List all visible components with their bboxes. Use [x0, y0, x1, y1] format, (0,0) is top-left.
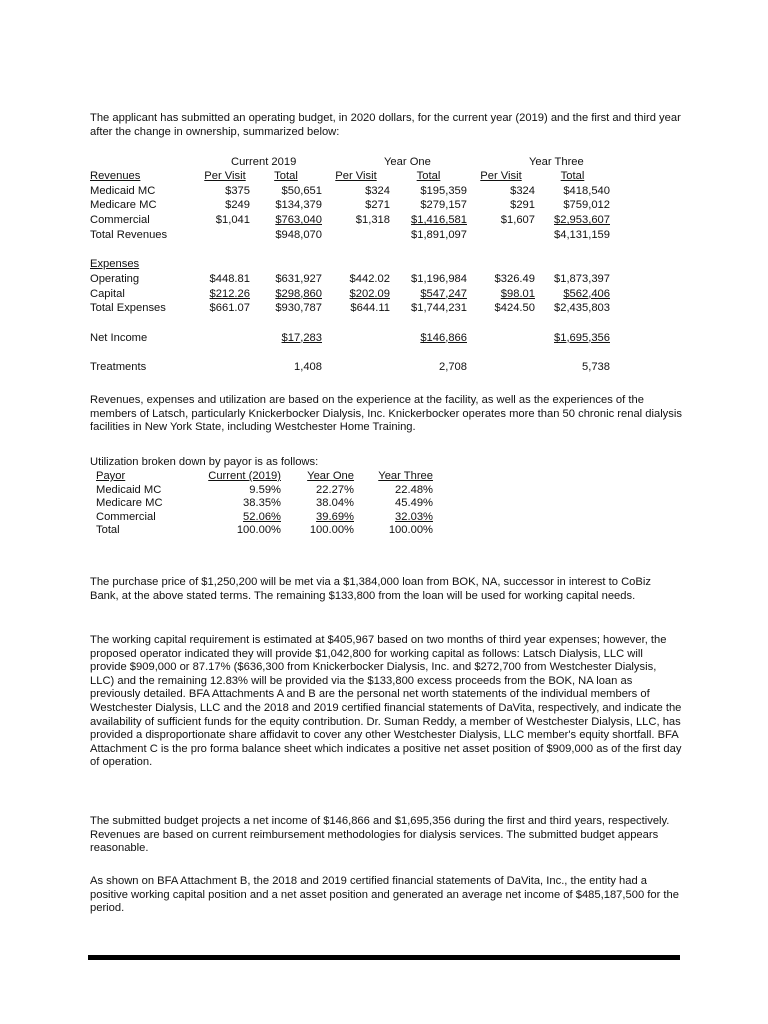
value-cell: $50,651	[281, 184, 322, 197]
utilization-intro: Utilization broken down by payor is as follows:	[90, 456, 319, 468]
value-cell: $418,540	[563, 184, 610, 197]
net-income-row	[90, 332, 610, 347]
value-cell: $448.81	[209, 272, 250, 285]
value-cell: $930,787	[275, 302, 322, 315]
subheader-cell: Per Visit	[335, 170, 377, 182]
header-year-three: Year Three	[529, 156, 584, 168]
value-cell: $1,416,581	[411, 214, 467, 227]
value-cell: $547,247	[420, 287, 467, 300]
value-cell: $195,359	[420, 184, 467, 197]
value-cell: 100.00%	[309, 524, 354, 537]
expense-row-total	[90, 302, 610, 317]
utilization-row-commercial	[96, 511, 433, 525]
value-cell: $562,406	[563, 287, 610, 300]
value-cell: 5,738	[582, 360, 610, 373]
row-label: Total	[96, 524, 120, 537]
revenues-heading: Revenues	[90, 170, 141, 182]
spacer-row	[90, 317, 610, 332]
value-cell: $442.02	[349, 272, 390, 285]
value-cell: $375	[225, 184, 250, 197]
value-cell: $271	[365, 199, 390, 212]
value-cell: $324	[510, 184, 535, 197]
revenue-row-total	[90, 229, 610, 244]
page-bottom-rule	[88, 955, 680, 960]
value-cell: $763,040	[275, 214, 322, 227]
subheader-cell: Total	[416, 170, 441, 182]
row-label: Commercial	[96, 510, 156, 523]
utilization-row-medicaid	[96, 484, 433, 498]
payor-heading: Payor	[96, 470, 126, 482]
subheader-cell: Per Visit	[204, 170, 246, 182]
value-cell: 38.35%	[243, 497, 281, 510]
expenses-heading: Expenses	[90, 258, 140, 271]
value-cell: $17,283	[281, 331, 322, 344]
spacer-row	[90, 243, 610, 258]
value-cell: $661.07	[209, 302, 250, 315]
value-cell: $4,131,159	[554, 228, 610, 241]
value-cell: 100.00%	[388, 524, 433, 537]
value-cell: $2,953,607	[554, 214, 610, 227]
subheader-cell: Total	[560, 170, 585, 182]
row-label: Medicare MC	[90, 199, 157, 212]
value-cell: $424.50	[494, 302, 535, 315]
value-cell: $134,379	[275, 199, 322, 212]
row-label: Total Revenues	[90, 228, 168, 241]
header-year-one: Year One	[384, 156, 431, 168]
value-cell: $98.01	[500, 287, 535, 300]
working-capital-paragraph: The working capital requirement is estimated at $405,967 based on two months of third year expenses; however, the proposed operator indicated they will provide $1,042,800 for working capital as follows: Latsch Dialysis, LLC will provide $909,000 or 87.17% ($636,300 from Knickerbocker Dialysis, Inc. and $272,700 from Westchester Dialysis, LLC) and the remaining 12.83% will be provided via the $133,800 excess proceeds from the BOK, NA loan as previously detailed. BFA Attachments A and B are the personal net worth statements of the individual members of Westchester Dialysis, LLC and the 2018 and 2019 certified financial statements of DaVita, respectively, and indicate the availability of sufficient funds for the equity contribution. Dr. Suman Reddy, a member of Westchester Dialysis, LLC, has provided a disproportionate share affidavit to cover any other Westchester Dialysis, LLC member's equity shortfall. BFA Attachment C is the pro forma balance sheet which indicates a positive net asset position of $909,000 as of the first day of operation.	[90, 634, 682, 769]
value-cell: $1,873,397	[554, 272, 610, 285]
purchase-paragraph: The purchase price of $1,250,200 will be met via a $1,384,000 loan from BOK, NA, successor in interest to CoBiz Bank, at the above stated terms. The remaining $133,800 from the loan will be used for working capital needs.	[90, 576, 651, 602]
value-cell	[467, 229, 535, 244]
value-cell: 2,708	[439, 360, 467, 373]
value-cell	[322, 229, 390, 244]
row-label: Treatments	[90, 360, 147, 373]
value-cell: 9.59%	[249, 483, 281, 496]
util-header-cell: Current (2019)	[208, 470, 281, 482]
value-cell: 1,408	[294, 360, 322, 373]
revenue-row-commercial	[90, 214, 610, 229]
value-cell: $291	[510, 199, 535, 212]
row-label: Operating	[90, 272, 140, 285]
expenses-heading-row	[90, 258, 610, 273]
value-cell: $759,012	[563, 199, 610, 212]
value-cell: 39.69%	[316, 510, 354, 523]
util-header-cell: Year One	[307, 470, 354, 482]
value-cell: 22.48%	[395, 483, 433, 496]
davita-paragraph: As shown on BFA Attachment B, the 2018 and 2019 certified financial statements of DaVita, Inc., the entity had a positive working capital position and a net asset position and generated an average net income of $485,187,500 for the period.	[90, 875, 679, 915]
value-cell: $948,070	[275, 228, 322, 241]
row-label: Medicaid MC	[96, 483, 162, 496]
row-label: Total Expenses	[90, 302, 166, 315]
value-cell: 32.03%	[395, 510, 433, 523]
experience-paragraph: Revenues, expenses and utilization are based on the experience at the facility, as well as the experiences of the members of Latsch, particularly Knickerbocker Dialysis, Inc. Knickerbocker operates more than 50 chronic renal dialysis facilities in New York State, including Westchester Home Training.	[90, 394, 682, 434]
row-label: Net Income	[90, 331, 148, 344]
value-cell: 22.27%	[316, 483, 354, 496]
value-cell: $2,435,803	[554, 302, 610, 315]
value-cell: $1,695,356	[554, 331, 610, 344]
value-cell: 45.49%	[395, 497, 433, 510]
value-cell: $324	[365, 184, 390, 197]
row-label: Medicare MC	[96, 497, 163, 510]
value-cell: 52.06%	[243, 510, 281, 523]
expense-row-capital	[90, 288, 610, 303]
header-current-2019: Current 2019	[231, 156, 297, 168]
budget-paragraph: The submitted budget projects a net income of $146,866 and $1,695,356 during the first and third years, respectively. Revenues are based on current reimbursement methodologies for dialysis services. The submitted budget appears reasonable.	[90, 815, 670, 855]
value-cell: $1,744,231	[411, 302, 467, 315]
value-cell: 100.00%	[236, 524, 281, 537]
utilization-table	[96, 470, 433, 538]
subheader-cell: Per Visit	[480, 170, 522, 182]
subheader-row	[90, 170, 610, 185]
treatments-row	[90, 361, 610, 376]
subheader-cell: Total	[274, 170, 298, 182]
intro-paragraph: The applicant has submitted an operating budget, in 2020 dollars, for the current year (2019) and the first and third year after the change in ownership, summarized below:	[90, 112, 681, 138]
value-cell: $631,927	[275, 272, 322, 285]
value-cell	[200, 229, 250, 244]
value-cell: $1,607	[500, 214, 535, 227]
utilization-row-medicare	[96, 497, 433, 511]
value-cell: 38.04%	[316, 497, 354, 510]
row-label: Medicaid MC	[90, 184, 156, 197]
spacer-row	[90, 346, 610, 361]
value-cell: $249	[225, 199, 250, 212]
value-cell: $212.26	[209, 287, 250, 300]
revenue-row-medicare	[90, 199, 610, 214]
value-cell: $1,041	[215, 214, 250, 227]
value-cell: $298,860	[275, 287, 322, 300]
expense-row-operating	[90, 273, 610, 288]
value-cell: $644.11	[350, 302, 390, 315]
value-cell: $1,196,984	[411, 272, 467, 285]
value-cell: $279,157	[420, 199, 467, 212]
row-label: Capital	[90, 287, 125, 300]
revenue-row-medicaid	[90, 185, 610, 200]
value-cell: $146,866	[420, 331, 467, 344]
value-cell: $1,891,097	[411, 228, 467, 241]
value-cell: $202.09	[349, 287, 390, 300]
value-cell: $1,318	[355, 214, 390, 227]
util-header-cell: Year Three	[378, 470, 433, 482]
row-label: Commercial	[90, 214, 150, 227]
utilization-header-row	[96, 470, 433, 484]
value-cell: $326.49	[494, 272, 535, 285]
utilization-row-total	[96, 524, 433, 538]
